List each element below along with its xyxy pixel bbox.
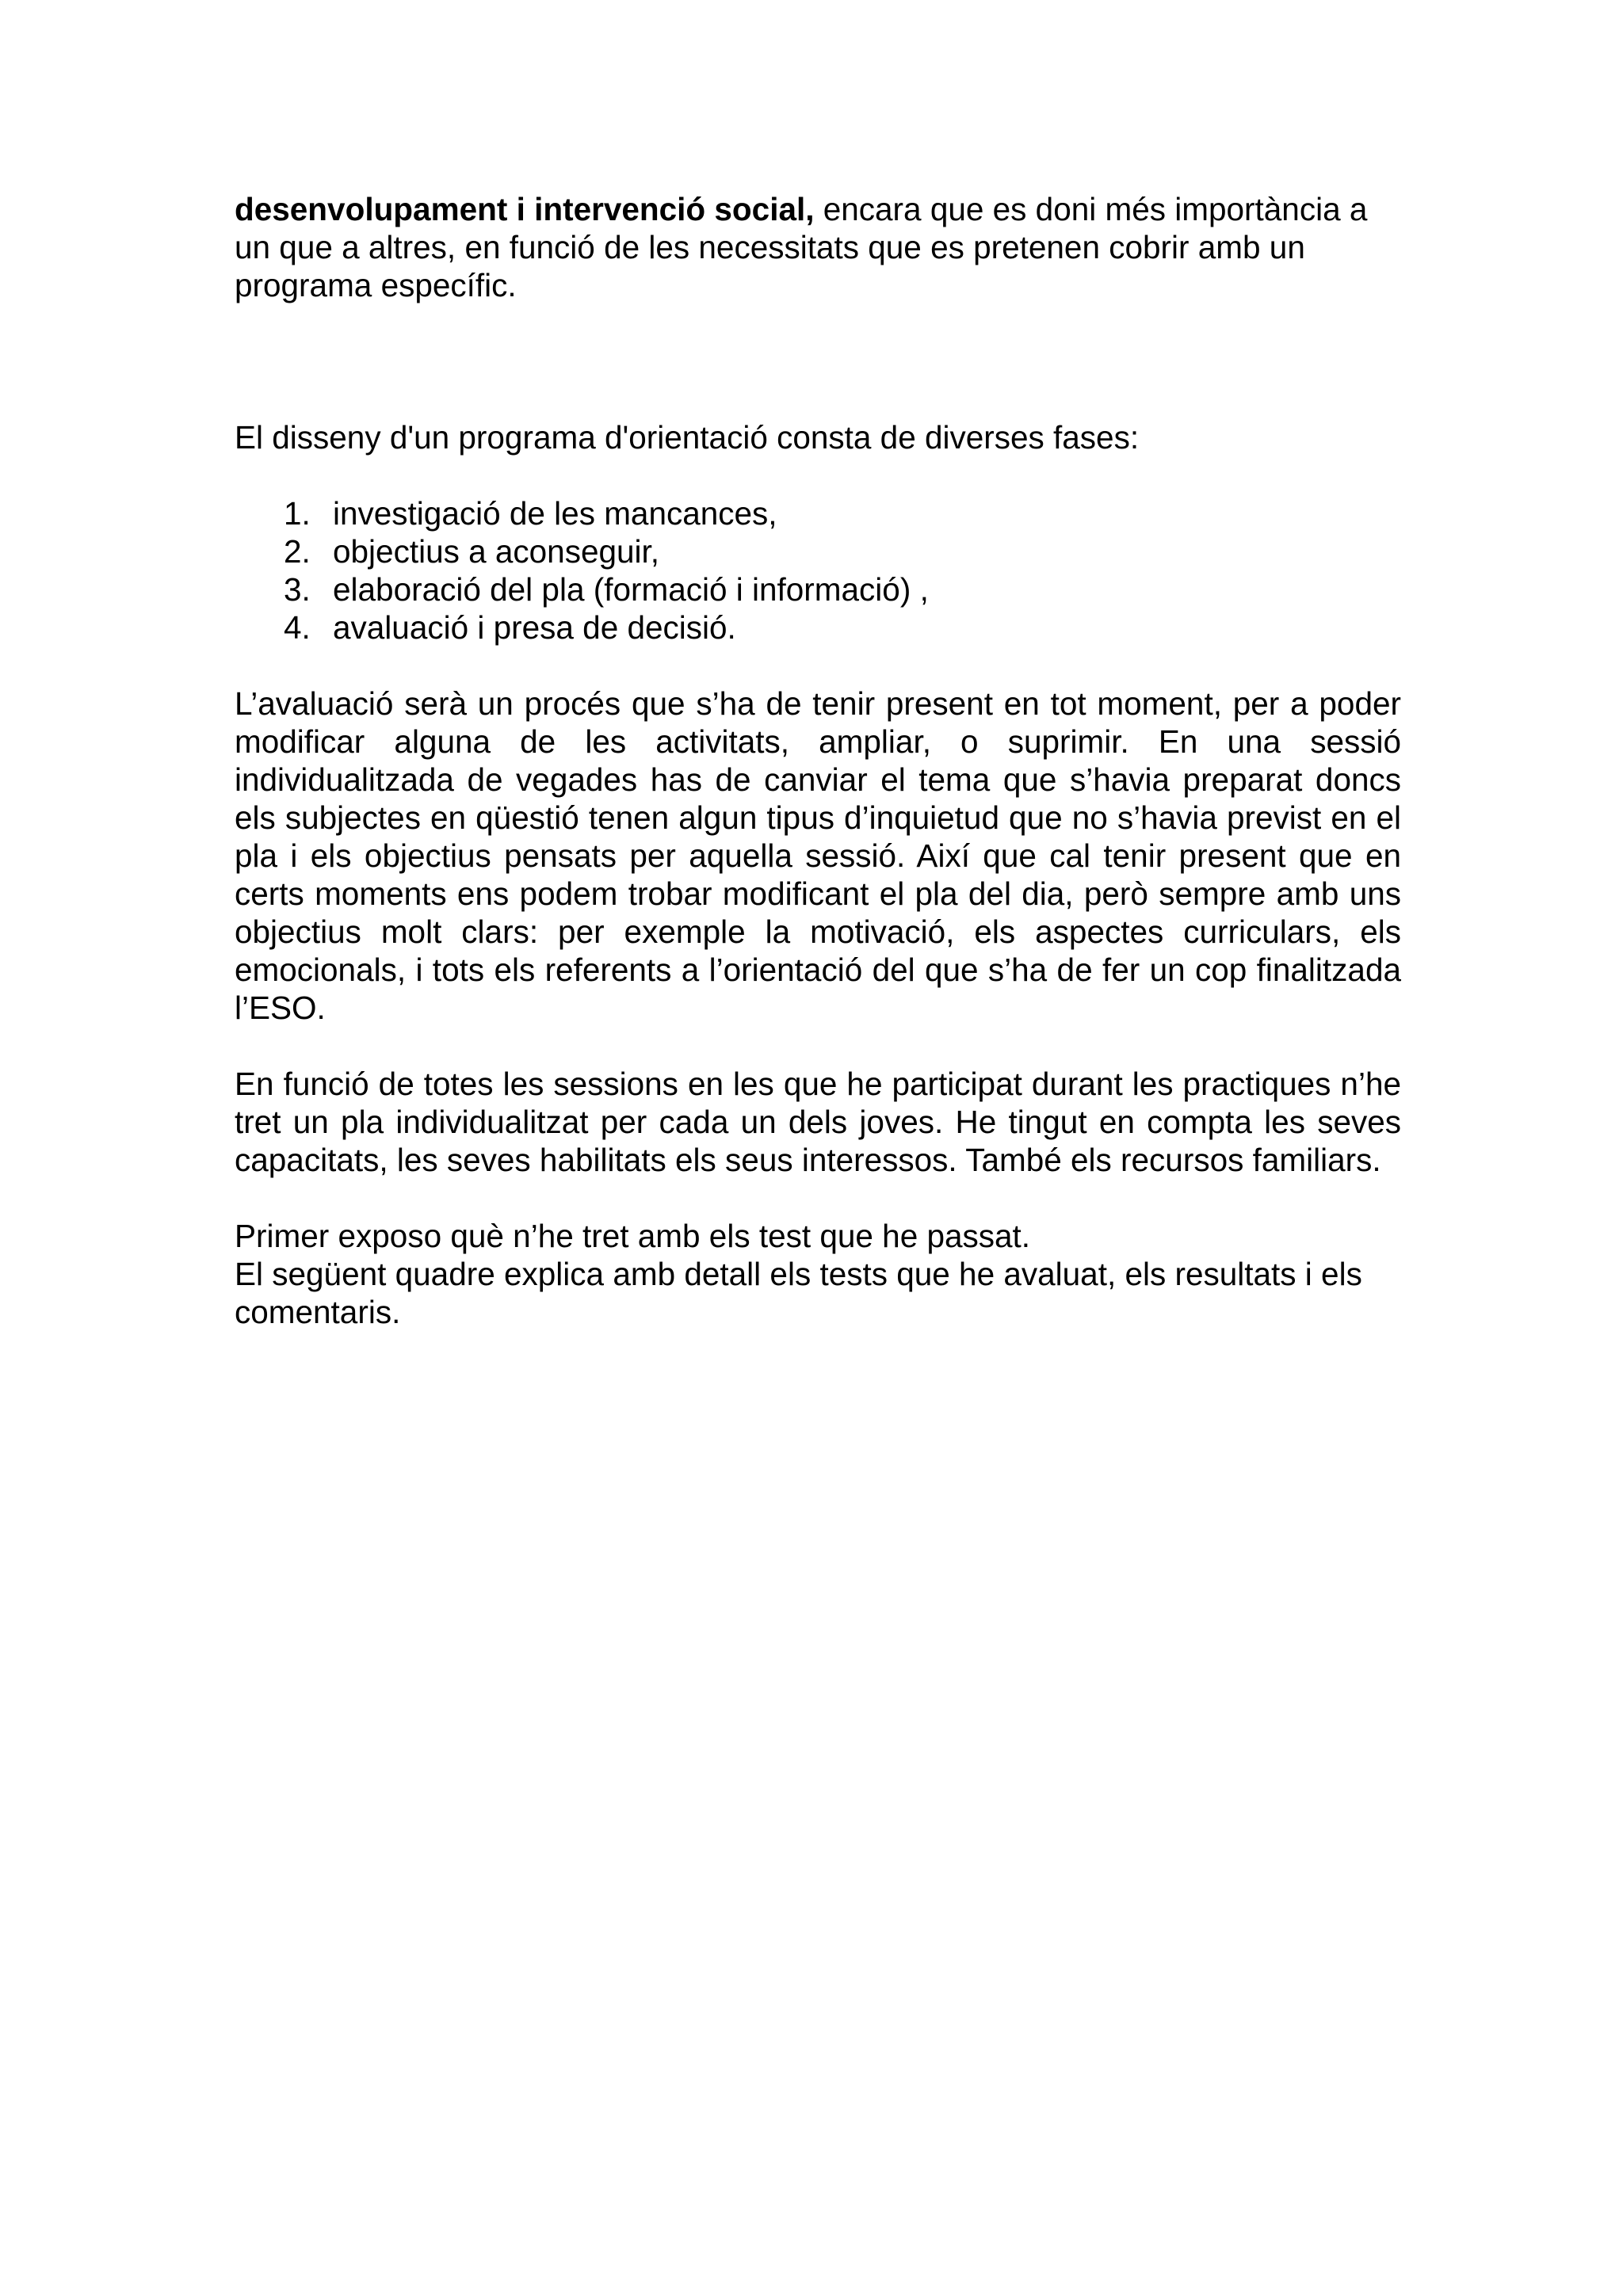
list-item-text: investigació de les mancances, [333, 495, 777, 532]
list-item-text: elaboració del pla (formació i informació) , [333, 571, 929, 608]
intro-paragraph [235, 190, 1401, 304]
avaluacio-paragraph: L’avaluació serà un procés que s’ha de tenir present en tot moment, per a poder modificar alguna de les activitats, ampliar, o suprimir. En una sessió individualitzada de vegades has de canviar el tema que s’havia preparat doncs els subjectes en qüestió tenen algun tipus d’inquietud que no s’havia previst en el pla i els objectius pensats per aquella sessió. Així que cal tenir present que en certs moments ens podem trobar modificant el pla del dia, però sempre amb uns objectius molt clars: per exemple la motivació, els aspectes curriculars, els emocionals, i tots els referents a l’orientació del que s’ha de fer un cop finalitzada l’ESO. [235, 685, 1401, 1026]
list-item-text: avaluació i presa de decisió. [333, 609, 736, 646]
fases-intro-paragraph: El disseny d'un programa d'orientació consta de diverses fases: [235, 419, 1140, 456]
list-item-number: 4. [284, 609, 311, 646]
list-item-number: 2. [284, 533, 311, 570]
list-item-text: objectius a aconseguir, [333, 533, 660, 570]
list-item [235, 570, 1401, 608]
list-item [235, 608, 1401, 646]
sessions-paragraph: En funció de totes les sessions en les que he participat durant les practiques n’he tret un pla individualitzat per cada un dels joves. He tingut en compta les seves capacitats, les seves habilitats els seus interessos. També els recursos familiars. [235, 1066, 1401, 1178]
intro-bold-text: desenvolupament i intervenció social, [235, 191, 815, 227]
list-item-number: 3. [284, 571, 311, 608]
list-item [235, 532, 1401, 570]
list-item [235, 494, 1401, 532]
fases-list [235, 494, 1401, 646]
page-content [235, 190, 1401, 1331]
primer-paragraph: Primer exposo què n’he tret amb els test que he passat. [235, 1218, 1031, 1254]
seguent-paragraph: El següent quadre explica amb detall els tests que he avaluat, els resultats i els comentaris. [235, 1256, 1362, 1330]
intro-text: encara que es doni més importància a un que a altres, en funció de les necessitats que es pretenen cobrir amb un programa específic. [235, 191, 1368, 303]
list-item-number: 1. [284, 495, 311, 532]
